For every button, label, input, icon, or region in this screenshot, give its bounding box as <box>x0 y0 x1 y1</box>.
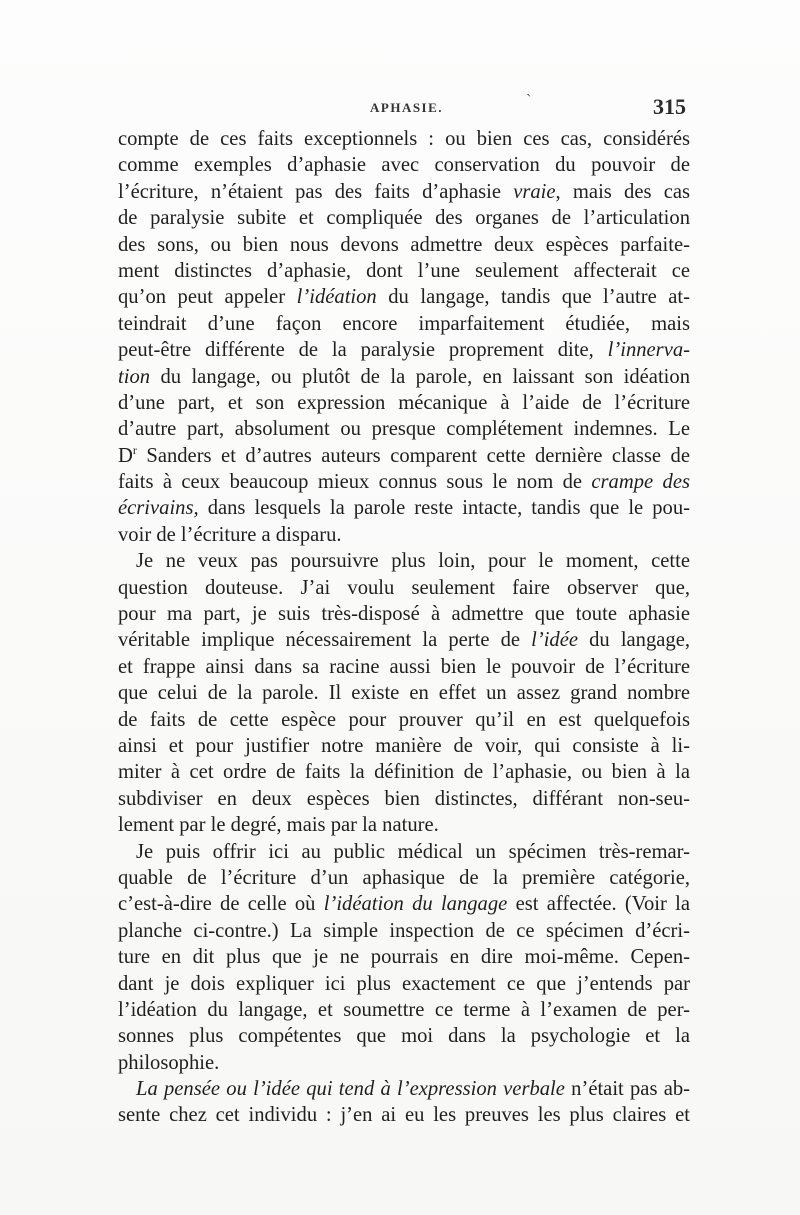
text-line <box>118 627 690 653</box>
text-line <box>118 891 690 917</box>
text-run: pour ma part, je suis très-disposé à admettre que toute aphasie <box>118 603 690 626</box>
text-line <box>118 575 690 601</box>
text-line <box>118 839 690 865</box>
text-line <box>118 364 690 390</box>
text-line <box>118 865 690 891</box>
italic-text: écrivains, <box>118 497 199 520</box>
text-line <box>118 179 690 205</box>
italic-text: crampe des <box>591 471 690 494</box>
text-run: lement par le degré, mais par la nature. <box>118 814 439 837</box>
text-run: sonnes plus compétentes que moi dans la psychologie et la <box>118 1025 690 1048</box>
text-line <box>118 548 690 574</box>
text-line <box>118 1076 690 1102</box>
text-run: question douteuse. J’ai voulu seulement faire observer que, <box>118 576 690 599</box>
text-line <box>118 1023 690 1049</box>
text-line <box>118 205 690 231</box>
text-line <box>118 311 690 337</box>
printer-mark: ` <box>526 92 532 109</box>
text-line <box>118 812 690 838</box>
text-run: du langage, tandis que l’autre at- <box>376 286 690 309</box>
text-line <box>118 152 690 178</box>
text-line <box>118 680 690 706</box>
text-run: , mais des cas <box>555 180 690 203</box>
superscript-text: r <box>132 442 137 457</box>
text-run: voir de l’écriture a disparu. <box>118 523 342 546</box>
text-line <box>118 654 690 680</box>
text-run: de paralysie subite et compliquée des organes de l’articulation <box>118 207 690 230</box>
text-run: D <box>118 444 133 467</box>
text-line <box>118 469 690 495</box>
text-run: dant je dois expliquer ici plus exactement ce que j’entends par <box>118 972 690 995</box>
text-line <box>118 786 690 812</box>
text-run: d’autre part, absolument ou presque complétement indemnes. Le <box>118 418 690 441</box>
text-line <box>118 416 690 442</box>
text-line <box>118 495 690 521</box>
text-run: ment distinctes d’aphasie, dont l’une seulement affecterait ce <box>118 259 690 282</box>
text-run: faits à ceux beaucoup mieux connus sous le nom de <box>118 471 592 494</box>
text-run: que celui de la parole. Il existe en effet un assez grand nombre <box>118 682 690 705</box>
text-line <box>118 707 690 733</box>
running-title: APHASIE. <box>370 100 444 115</box>
text-run: miter à cet ordre de faits la définition de l’aphasie, ou bien à la <box>118 761 690 784</box>
page-header <box>118 94 686 124</box>
text-run: d’une part, et son expression mécanique à l’aide de l’écriture <box>118 391 690 414</box>
text-run: Sanders et d’autres auteurs comparent cette dernière classe de <box>136 444 690 467</box>
text-line <box>118 1050 690 1076</box>
text-run: et frappe ainsi dans sa racine aussi bien le pouvoir de l’écriture <box>118 655 690 678</box>
text-run: c’est-à-dire de celle où <box>118 893 324 916</box>
body-text <box>118 126 690 1129</box>
text-line <box>118 944 690 970</box>
text-run: subdiviser en deux espèces bien distinctes, différant non-seu- <box>118 787 690 810</box>
text-run: philosophie. <box>118 1051 220 1074</box>
italic-text: La pensée ou l’idée qui tend à l’expression verbale <box>136 1078 565 1101</box>
italic-text: l’idéation <box>296 286 377 309</box>
text-run: sente chez cet individu : j’en ai eu les preuves les plus claires et <box>118 1104 690 1127</box>
text-line <box>118 126 690 152</box>
text-line <box>118 232 690 258</box>
text-run: comme exemples d’aphasie avec conservation du pouvoir de <box>118 154 690 177</box>
italic-text: l’idéation du langage <box>323 893 508 916</box>
text-run: du langage, ou plutôt de la parole, en laissant son idéation <box>150 365 690 388</box>
text-line <box>118 759 690 785</box>
text-run: ture en dit plus que je ne pourrais en dire moi-même. Cepen- <box>118 946 690 969</box>
italic-text: l’idée <box>531 629 579 652</box>
italic-text: tion <box>118 365 151 388</box>
text-run: dans lesquels la parole reste intacte, tandis que le pou- <box>198 497 690 520</box>
text-run: n’était pas ab- <box>564 1078 690 1101</box>
text-run: ainsi et pour justifier notre manière de voir, qui consiste à li- <box>118 734 690 757</box>
text-run: l’écriture, n’étaient pas des faits d’aphasie <box>118 180 514 203</box>
text-run: qu’on peut appeler <box>118 286 297 309</box>
text-line <box>118 971 690 997</box>
text-line <box>118 997 690 1023</box>
text-run: l’idéation du langage, et soumettre ce terme à l’examen de per- <box>118 998 690 1021</box>
text-run: de faits de cette espèce pour prouver qu’il en est quelquefois <box>118 708 690 731</box>
text-line <box>118 443 690 469</box>
text-line <box>118 918 690 944</box>
text-run: véritable implique nécessairement la perte de <box>118 629 532 652</box>
text-line <box>118 522 690 548</box>
text-line <box>118 601 690 627</box>
text-run: des sons, ou bien nous devons admettre deux espèces parfaite- <box>118 233 690 256</box>
text-run: quable de l’écriture d’un aphasique de la première catégorie, <box>118 866 690 889</box>
text-run: Je puis offrir ici au public médical un spécimen très-remar- <box>136 840 690 863</box>
page-number: 315 <box>653 94 686 119</box>
italic-text: l’innerva- <box>607 339 690 362</box>
text-line <box>118 733 690 759</box>
text-run: teindrait d’une façon encore imparfaitement étudiée, mais <box>118 312 690 335</box>
text-run: du langage, <box>578 629 690 652</box>
text-run: peut-être différente de la paralysie proprement dite, <box>118 339 608 362</box>
text-run: compte de ces faits exceptionnels : ou bien ces cas, considérés <box>118 128 690 150</box>
text-run: Je ne veux pas poursuivre plus loin, pour le moment, cette <box>136 550 690 573</box>
italic-text: vraie <box>513 180 556 203</box>
text-line <box>118 337 690 363</box>
text-line <box>118 258 690 284</box>
text-line <box>118 390 690 416</box>
text-run: est affectée. (Voir la <box>507 893 690 916</box>
text-line <box>118 1102 690 1128</box>
text-line <box>118 284 690 310</box>
text-run: planche ci-contre.) La simple inspection de ce spécimen d’écri- <box>118 919 690 942</box>
